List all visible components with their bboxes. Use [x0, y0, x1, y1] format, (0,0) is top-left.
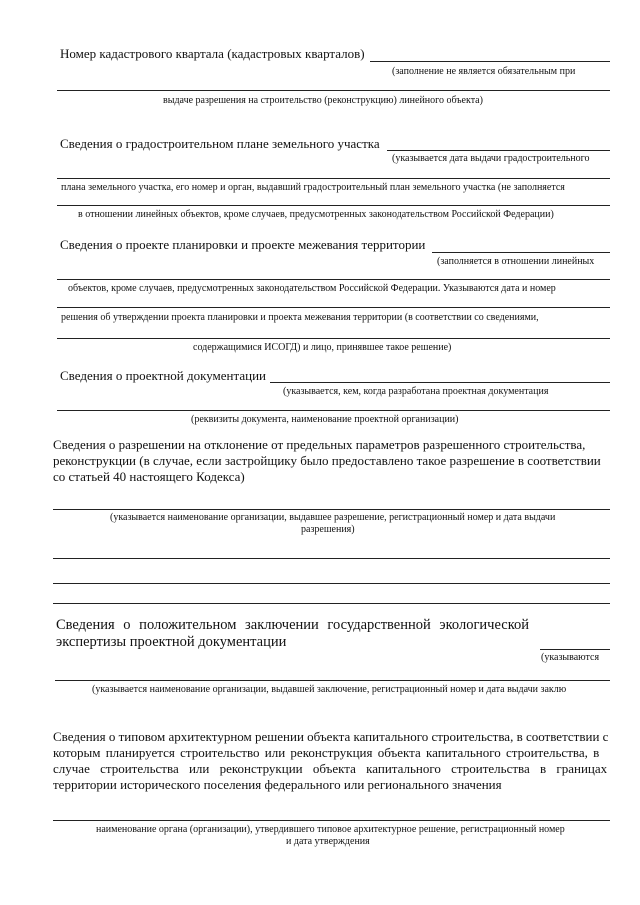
deviation-input-line-4[interactable] — [53, 603, 610, 604]
deviation-line-2: реконструкции (в случае, если застройщику было предоставлено такое разрешение в соответствии — [53, 453, 601, 468]
deviation-input-line-2[interactable] — [53, 558, 610, 559]
gpzu-input-line[interactable] — [387, 150, 610, 151]
gpzu-hint-3: в отношении линейных объектов, кроме случаев, предусмотренных законодательством Российской Федерации) — [78, 209, 554, 220]
deviation-line-3: со статьей 40 настоящего Кодекса) — [53, 469, 245, 484]
typical-line-3: случае строительства или реконструкции объекта капитального строительства в границах — [53, 761, 608, 776]
typical-line-1: Сведения о типовом архитектурном решении объекта капитального строительства, в соответствии с — [53, 729, 609, 744]
typical-line-4: территории исторического поселения федерального или регионального значения — [53, 777, 502, 792]
project-docs-hint-2: (реквизиты документа, наименование проектной организации) — [191, 414, 459, 425]
project-docs-input-line-2[interactable] — [57, 410, 610, 411]
eco-expertise-hint-2: (указывается наименование организации, выдавшей заключение, регистрационный номер и дата выдачи заклю — [92, 684, 567, 695]
cadastral-input-line-2[interactable] — [57, 90, 610, 91]
deviation-input-line-3[interactable] — [53, 583, 610, 584]
eco-expertise-hint-1: (указываются — [541, 652, 600, 663]
eco-expertise-line-2: экспертизы проектной документации — [56, 634, 287, 650]
planning-input-line-2[interactable] — [57, 279, 610, 280]
typical-paragraph — [53, 729, 609, 793]
planning-hint-3: решения об утверждении проекта планировки и проекта межевания территории (в соответствии со сведениями, — [61, 312, 539, 323]
deviation-hint-2: разрешения) — [301, 524, 355, 535]
planning-input-line[interactable] — [432, 252, 610, 253]
planning-input-line-4[interactable] — [57, 338, 610, 339]
planning-hint-4: содержащимися ИСОГД) и лицо, принявшее такое решение) — [193, 342, 452, 353]
deviation-input-line[interactable] — [53, 509, 610, 510]
project-docs-input-line[interactable] — [270, 382, 610, 383]
typical-hint-2: и дата утверждения — [286, 836, 370, 847]
deviation-hint-1: (указывается наименование организации, выдавшее разрешение, регистрационный номер и дата выдачи — [110, 512, 556, 523]
typical-line-2: которым планируется строительство или реконструкция объекта капитального строительства, в — [53, 745, 600, 760]
cadastral-hint-2: выдаче разрешения на строительство (реконструкцию) линейного объекта) — [163, 95, 483, 106]
eco-expertise-input-line[interactable] — [540, 649, 610, 650]
cadastral-input-line[interactable] — [370, 61, 610, 62]
deviation-line-1: Сведения о разрешении на отклонение от предельных параметров разрешенного строительства, — [53, 437, 586, 452]
typical-input-line[interactable] — [53, 820, 610, 821]
planning-hint-2: объектов, кроме случаев, предусмотренных законодательством Российской Федерации. Указываются дата и номер — [68, 283, 556, 294]
gpzu-input-line-2[interactable] — [57, 178, 610, 179]
gpzu-hint-1: (указывается дата выдачи градостроительного — [392, 153, 590, 164]
typical-hint-1: наименование органа (организации), утвердившего типовое архитектурное решение, регистрационный номер — [96, 824, 565, 835]
project-docs-hint-1: (указывается, кем, когда разработана проектная документация — [283, 386, 549, 397]
planning-hint-1: (заполняется в отношении линейных — [437, 256, 595, 267]
eco-expertise-line-1: Сведения о положительном заключении государственной экологической — [56, 617, 530, 633]
planning-input-line-3[interactable] — [57, 307, 610, 308]
cadastral-label: Номер кадастрового квартала (кадастровых кварталов) — [60, 46, 365, 61]
gpzu-label: Сведения о градостроительном плане земельного участка — [60, 136, 380, 151]
eco-expertise-input-line-2[interactable] — [55, 680, 610, 681]
gpzu-input-line-3[interactable] — [57, 205, 610, 206]
deviation-paragraph — [53, 437, 609, 485]
gpzu-hint-2: плана земельного участка, его номер и орган, выдавший градостроительный план земельного участка (не заполняется — [61, 182, 565, 193]
planning-label: Сведения о проекте планировки и проекте межевания территории — [60, 237, 426, 252]
project-docs-label: Сведения о проектной документации — [60, 368, 266, 383]
cadastral-hint-1: (заполнение не является обязательным при — [392, 66, 576, 77]
